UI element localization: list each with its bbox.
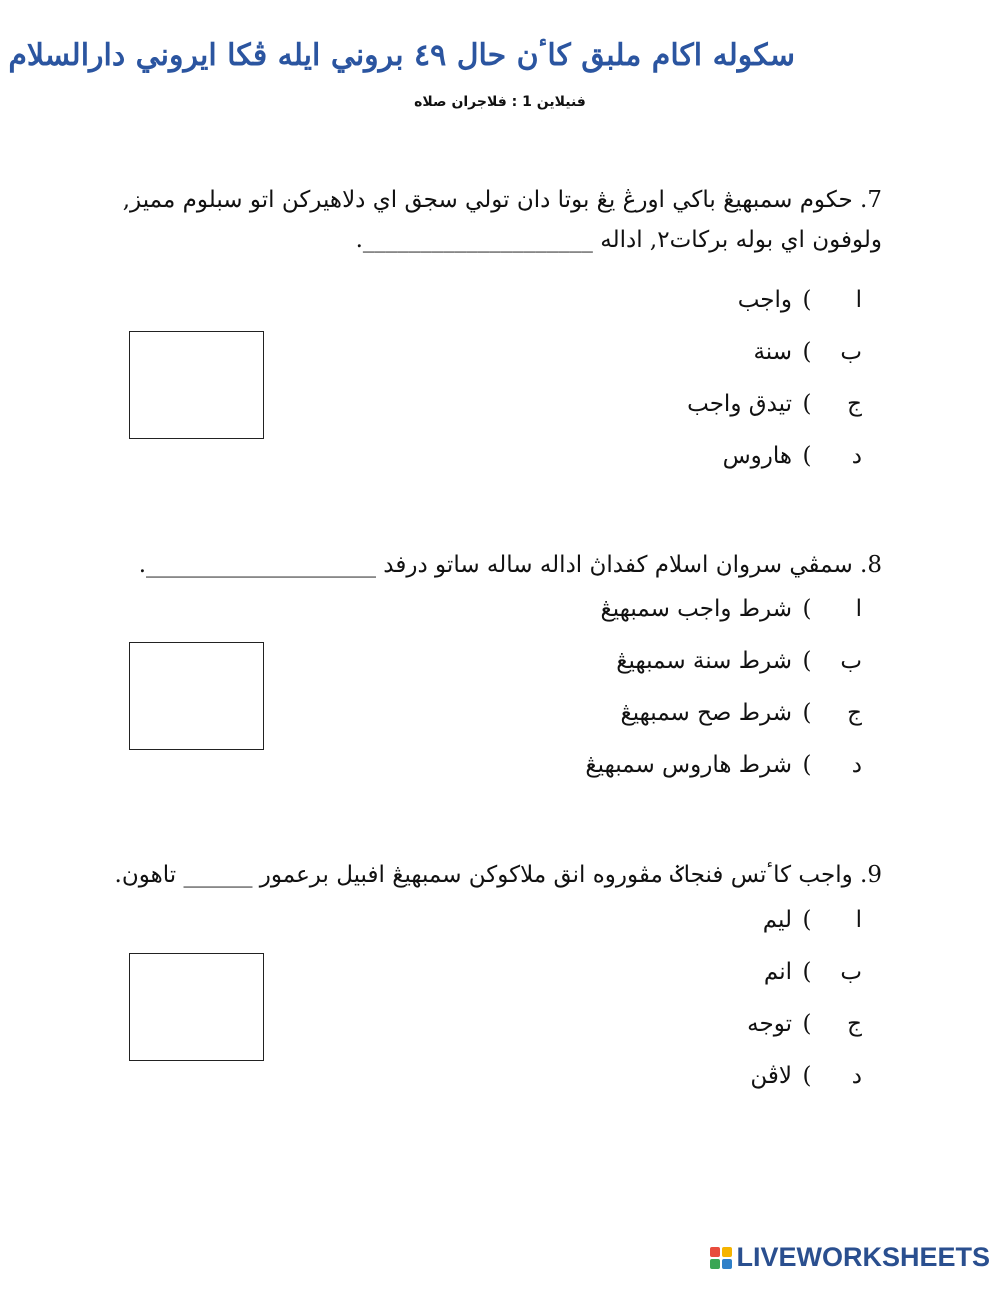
- logo-block: [722, 1259, 732, 1269]
- question-8-line-1: 8. سمڤي سروان اسلام کفداڽ اداله ساله ساتو درفد ____________________.: [138, 552, 882, 578]
- question-7: [123, 180, 882, 260]
- q7-option-b: ب)سنة: [753, 339, 862, 365]
- worksheet-subtitle: فنيلاين 1 : فلاجران صلاه: [414, 94, 586, 110]
- option-letter: ب: [840, 339, 862, 365]
- q9-option-a: ا)ليم: [762, 907, 862, 933]
- school-header-calligraphy: سکوله اکام ملبق کاٴن حال ٤٩ بروني ايله ڤکا ايروني دارالسلام: [8, 38, 795, 73]
- option-letter: ج: [847, 700, 862, 726]
- option-text: شرط واجب سمبهيڠ: [600, 596, 792, 622]
- logo-block: [710, 1259, 720, 1269]
- option-text: واجب: [737, 287, 792, 313]
- question-9: [115, 855, 882, 895]
- q7-option-d: د)هاروس: [722, 443, 862, 469]
- question-8: [139, 545, 882, 585]
- option-text: شرط صح سمبهيڠ: [620, 700, 792, 726]
- logo-block: [722, 1247, 732, 1257]
- q7-option-a: ا)واجب: [737, 287, 862, 313]
- option-letter: د: [851, 1063, 862, 1089]
- logo-block: [710, 1247, 720, 1257]
- q7-option-c: ج)تيدق واجب: [687, 391, 862, 417]
- q7-answer-box[interactable]: [129, 331, 264, 439]
- liveworksheets-logo: [710, 1242, 990, 1273]
- q8-option-d: د)شرط هاروس سمبهيڠ: [585, 752, 862, 778]
- question-7-line-2: ولوفون اي بوله برکات٢, اداله ____________________.: [355, 227, 882, 253]
- option-text: توجه: [747, 1011, 792, 1037]
- q8-option-a: ا)شرط واجب سمبهيڠ: [600, 596, 862, 622]
- question-9-line-1: 9. واجب کاٴتس فنجاݢ مڤوروه انق ملاکوکن سمبهيڠ افبيل برعمور ______ تاهون.: [114, 862, 882, 888]
- option-text: شرط هاروس سمبهيڠ: [585, 752, 792, 778]
- option-letter: ا: [855, 287, 862, 313]
- option-letter: د: [851, 443, 862, 469]
- option-letter: ج: [847, 391, 862, 417]
- option-letter: د: [851, 752, 862, 778]
- option-text: شرط سنة سمبهيڠ: [616, 648, 792, 674]
- option-text: سنة: [753, 339, 792, 365]
- q8-answer-box[interactable]: [129, 642, 264, 750]
- option-letter: ا: [855, 596, 862, 622]
- option-letter: ب: [840, 959, 862, 985]
- q8-option-c: ج)شرط صح سمبهيڠ: [620, 700, 862, 726]
- q9-answer-box[interactable]: [129, 953, 264, 1061]
- option-letter: ب: [840, 648, 862, 674]
- q9-option-c: ج)توجه: [747, 1011, 862, 1037]
- q9-option-b: ب)انم: [763, 959, 862, 985]
- option-letter: ا: [855, 907, 862, 933]
- option-text: لاڤن: [750, 1063, 792, 1089]
- q8-option-b: ب)شرط سنة سمبهيڠ: [616, 648, 862, 674]
- option-text: ليم: [762, 907, 792, 933]
- question-7-line-1: 7. حکوم سمبهيڠ باکي اورڠ يڠ بوتا دان تولي سجق اي دلاهيرکن اتو سبلوم مميز,: [122, 187, 882, 213]
- option-text: هاروس: [722, 443, 792, 469]
- option-letter: ج: [847, 1011, 862, 1037]
- logo-text: LIVEWORKSHEETS: [736, 1242, 990, 1272]
- logo-blocks-icon: [710, 1247, 732, 1269]
- option-text: انم: [763, 959, 792, 985]
- q9-option-d: د)لاڤن: [750, 1063, 862, 1089]
- option-text: تيدق واجب: [687, 391, 792, 417]
